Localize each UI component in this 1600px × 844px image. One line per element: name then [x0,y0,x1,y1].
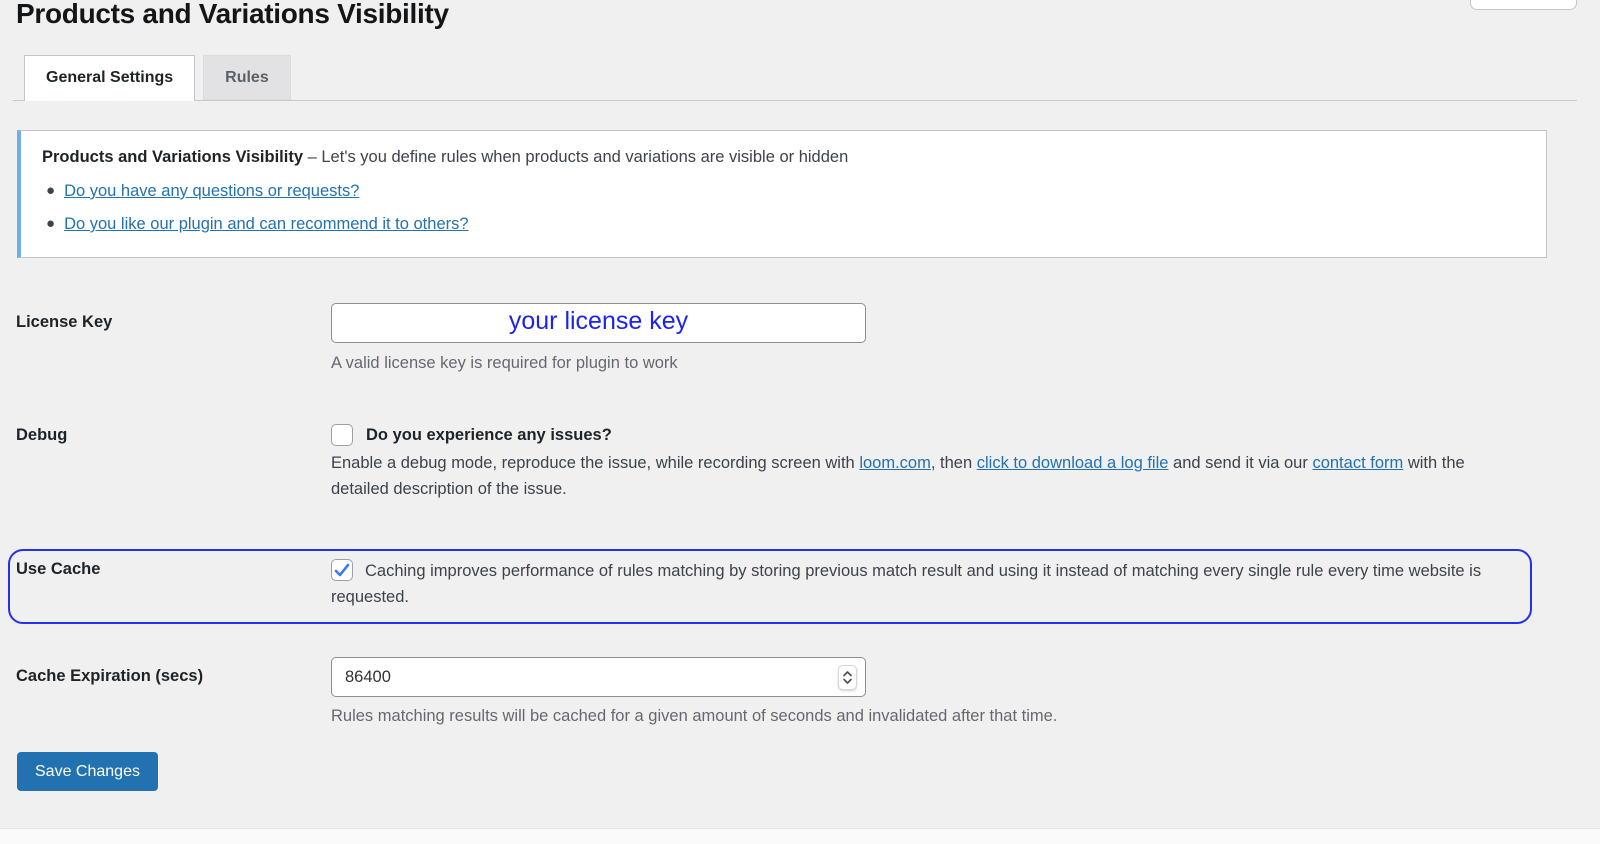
questions-link[interactable]: Do you have any questions or requests? [64,182,360,200]
use-cache-label: Use Cache [16,560,101,578]
debug-label: Debug [16,426,68,444]
use-cache-description [331,558,1503,610]
list-item [46,181,1526,201]
debug-description [331,450,1496,502]
license-key-label: License Key [16,313,113,331]
license-key-input[interactable] [331,303,866,343]
tab-bar [24,55,291,101]
loom-link[interactable]: loom.com [859,454,931,472]
cache-expiration-input[interactable] [331,657,866,697]
cache-expiration-help: Rules matching results will be cached for a given amount of seconds and invalidated after that time. [331,707,1058,725]
check-icon [334,563,350,578]
notice-description: – Let's you define rules when products and variations are visible or hidden [303,148,849,166]
notice-links-list [42,181,1526,234]
stepper-down-icon [843,678,852,684]
notice-plugin-name: Products and Variations Visibility [42,148,304,166]
use-cache-desc-text: Caching improves performance of rules matching by storing previous match result and using it instead of matching every single rule every time website is requested. [331,562,1482,606]
plugin-notice-box [17,130,1547,258]
page-bottom-edge [0,828,1600,844]
tab-general-settings[interactable]: General Settings [24,55,195,101]
debug-desc-text: Enable a debug mode, reproduce the issue, while recording screen with [331,454,860,472]
download-log-link[interactable]: click to download a log file [976,454,1169,472]
debug-checkbox-label: Do you experience any issues? [366,425,612,444]
tab-rules[interactable]: Rules [203,55,291,100]
list-item [46,214,1526,234]
use-cache-checkbox[interactable] [331,559,353,581]
page-title: Products and Variations Visibility [16,0,449,29]
debug-desc-text: , then [930,454,977,472]
recommend-link[interactable]: Do you like our plugin and can recommend it to others? [64,215,469,233]
debug-desc-text: and send it via our [1168,454,1313,472]
license-key-help: A valid license key is required for plugin to work [331,354,678,372]
debug-desc-text: with the detailed description of the issue. [331,454,1465,498]
debug-checkbox[interactable] [331,424,353,446]
contact-form-link[interactable]: contact form [1312,454,1404,472]
debug-checkbox-row [331,424,612,446]
stepper-up-icon [843,671,852,677]
bullet-icon: ● [46,182,56,199]
notice-heading [42,148,1526,167]
bullet-icon: ● [46,215,56,232]
number-stepper[interactable] [838,665,857,690]
top-right-partial-button[interactable] [1470,0,1577,10]
save-changes-button[interactable]: Save Changes [17,752,158,791]
cache-expiration-label: Cache Expiration (secs) [16,667,204,685]
